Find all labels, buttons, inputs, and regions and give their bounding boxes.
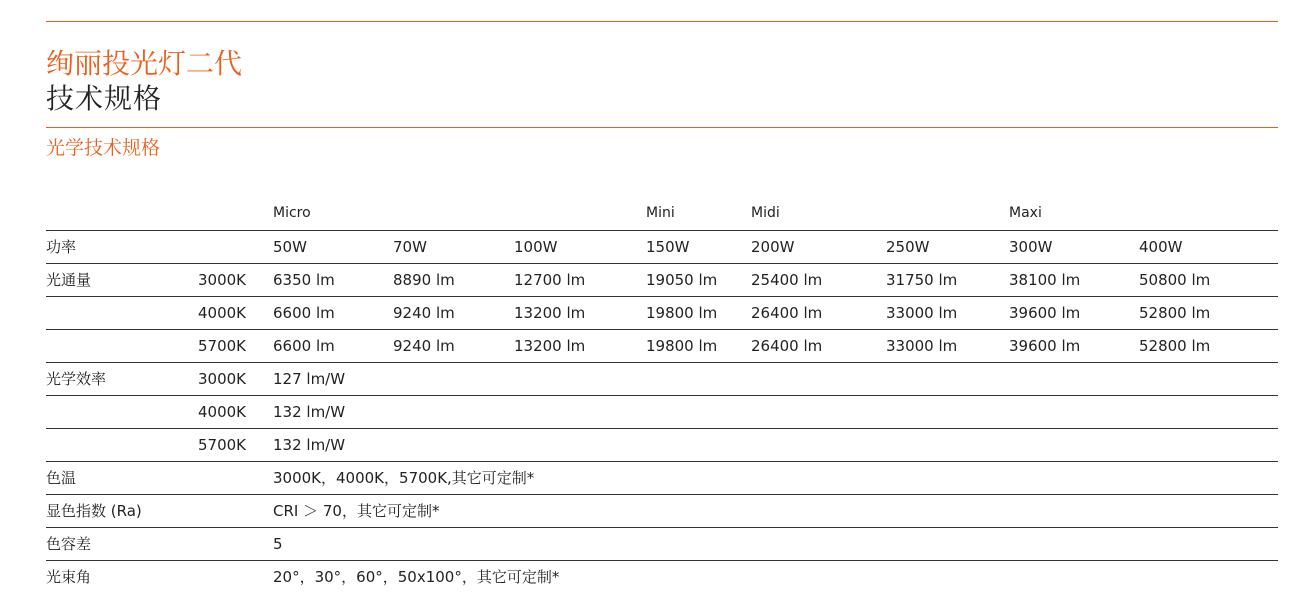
header-series-micro: Micro <box>273 205 311 221</box>
table-cell: 6600 lm <box>273 304 335 322</box>
row-label: 色容差 <box>46 535 92 553</box>
cct-cell: 3000K <box>198 271 247 289</box>
table-cell: 300W <box>1009 238 1053 256</box>
table-cell: 25400 lm <box>751 271 823 289</box>
row-label: 光通量 <box>46 271 92 289</box>
table-cell: 200W <box>751 238 795 256</box>
header-series-midi: Midi <box>751 205 780 221</box>
table-cell: 39600 lm <box>1009 304 1081 322</box>
cct-cell: 4000K <box>198 403 247 421</box>
table-row-flux-5700k <box>46 330 1278 363</box>
table-cell: 127 lm/W <box>273 370 346 388</box>
table-cell: 150W <box>646 238 690 256</box>
table-row-flux-3000k <box>46 264 1278 297</box>
page-subtitle: 技术规格 <box>46 82 163 115</box>
table-cell: 9240 lm <box>393 304 455 322</box>
table-cell: 19800 lm <box>646 337 718 355</box>
table-cell: 26400 lm <box>751 337 823 355</box>
table-row-power <box>46 231 1278 264</box>
row-label: 色温 <box>46 469 77 487</box>
table-row-color-temp <box>46 462 1278 495</box>
row-label: 光束角 <box>46 568 92 586</box>
table-cell: 70W <box>393 238 427 256</box>
table-cell: 39600 lm <box>1009 337 1081 355</box>
header-series-maxi: Maxi <box>1009 205 1042 221</box>
table-cell: 26400 lm <box>751 304 823 322</box>
cct-cell: 5700K <box>198 436 247 454</box>
table-cell: 38100 lm <box>1009 271 1081 289</box>
row-label: 显色指数 (Ra) <box>46 502 142 520</box>
table-row-color-tolerance <box>46 528 1278 561</box>
table-cell: 3000K，4000K，5700K,其它可定制* <box>273 469 535 487</box>
table-cell: 100W <box>514 238 558 256</box>
product-title: 绚丽投光灯二代 <box>46 47 243 80</box>
table-cell: 50800 lm <box>1139 271 1211 289</box>
table-cell: 250W <box>886 238 930 256</box>
table-cell: 20°，30°，60°，50x100°，其它可定制* <box>273 568 560 586</box>
table-row-efficacy-5700k <box>46 429 1278 462</box>
table-cell: 6350 lm <box>273 271 335 289</box>
header-series-mini: Mini <box>646 205 675 221</box>
row-label: 光学效率 <box>46 370 107 388</box>
table-row-efficacy-3000k <box>46 363 1278 396</box>
cct-cell: 4000K <box>198 304 247 322</box>
table-cell: 9240 lm <box>393 337 455 355</box>
top-divider <box>46 21 1278 22</box>
cct-cell: 3000K <box>198 370 247 388</box>
table-cell: 52800 lm <box>1139 304 1211 322</box>
table-cell: 8890 lm <box>393 271 455 289</box>
section-heading: 光学技术规格 <box>46 137 161 159</box>
table-cell: 33000 lm <box>886 337 958 355</box>
table-cell: 132 lm/W <box>273 436 346 454</box>
row-label: 功率 <box>46 238 77 256</box>
table-cell: CRI ＞ 70，其它可定制* <box>273 502 440 520</box>
table-cell: 33000 lm <box>886 304 958 322</box>
table-cell: 400W <box>1139 238 1183 256</box>
cct-cell: 5700K <box>198 337 247 355</box>
table-row-beam-angle <box>46 561 1278 594</box>
table-cell: 132 lm/W <box>273 403 346 421</box>
table-cell: 6600 lm <box>273 337 335 355</box>
table-cell: 12700 lm <box>514 271 586 289</box>
table-cell: 5 <box>273 535 283 553</box>
table-cell: 31750 lm <box>886 271 958 289</box>
table-cell: 13200 lm <box>514 337 586 355</box>
table-cell: 52800 lm <box>1139 337 1211 355</box>
table-cell: 19800 lm <box>646 304 718 322</box>
table-cell: 13200 lm <box>514 304 586 322</box>
table-cell: 19050 lm <box>646 271 718 289</box>
table-row-efficacy-4000k <box>46 396 1278 429</box>
section-divider <box>46 127 1278 128</box>
table-cell: 50W <box>273 238 307 256</box>
table-row-cri <box>46 495 1278 528</box>
table-row-flux-4000k <box>46 297 1278 330</box>
